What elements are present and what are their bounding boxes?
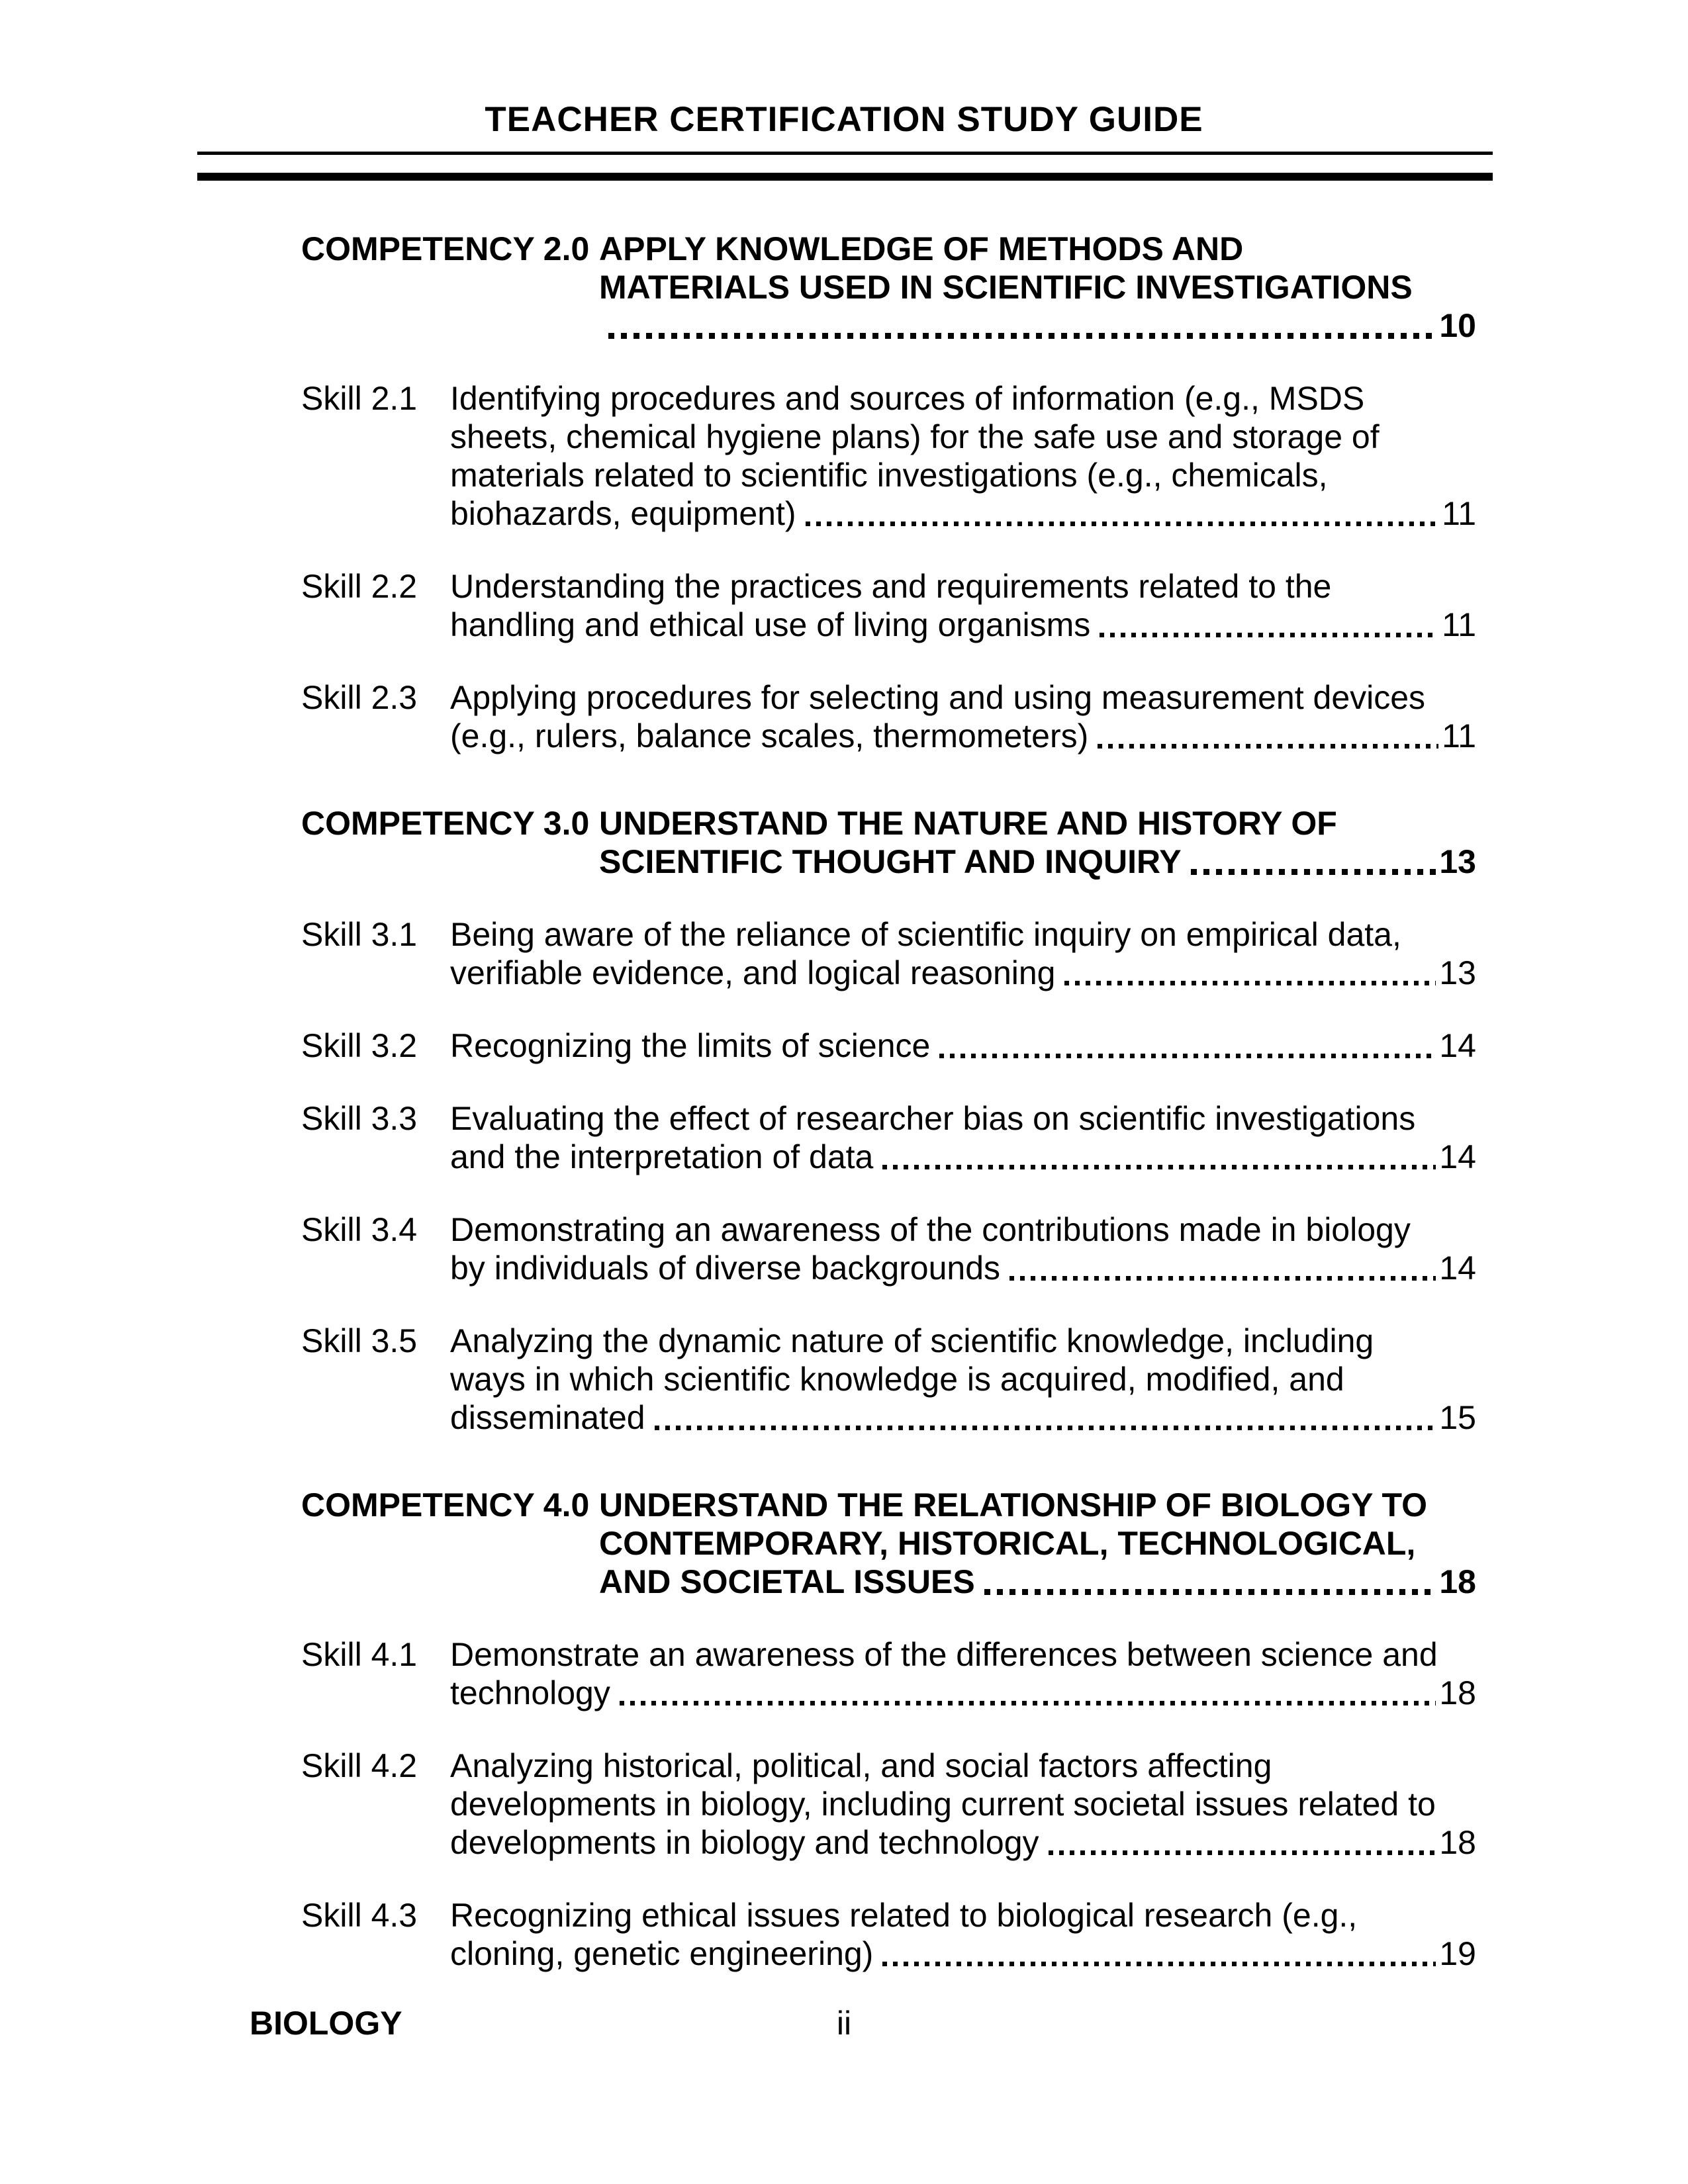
- toc-line: APPLY KNOWLEDGE OF METHODS AND: [599, 230, 1244, 267]
- toc-line: [450, 494, 1476, 533]
- page-number: 14: [1439, 1027, 1476, 1064]
- toc-line-text: cloning, genetic engineering): [450, 1935, 874, 1972]
- dot-leader: [806, 522, 1439, 526]
- dot-leader: [620, 1701, 1436, 1706]
- toc-entry-skill-3-5: [301, 1322, 1476, 1437]
- toc-line-text: SCIENTIFIC THOUGHT AND INQUIRY: [599, 843, 1182, 880]
- entry-body: [450, 1747, 1476, 1862]
- toc-entry-skill-4-3: [301, 1896, 1476, 1973]
- toc-entry-skill-3-1: [301, 915, 1476, 992]
- entry-label: Skill 4.3: [301, 1897, 418, 1934]
- toc-line: [450, 1823, 1476, 1862]
- page-header: [0, 0, 1688, 181]
- toc-line: [450, 1934, 1476, 1973]
- toc-line: [450, 717, 1476, 755]
- entry-body: [599, 1486, 1476, 1601]
- toc-line: [599, 306, 1476, 345]
- toc-line: Demonstrate an awareness of the differences between science and: [450, 1636, 1438, 1673]
- page-number: 13: [1439, 954, 1476, 991]
- page-number: 13: [1439, 843, 1476, 880]
- toc-line: Identifying procedures and sources of information (e.g., MSDS: [450, 380, 1365, 417]
- toc-line: MATERIALS USED IN SCIENTIFIC INVESTIGATIONS: [599, 269, 1413, 306]
- toc-line: Applying procedures for selecting and using measurement devices: [450, 679, 1426, 716]
- dot-leader: [939, 1054, 1436, 1058]
- toc-line: UNDERSTAND THE NATURE AND HISTORY OF: [599, 805, 1337, 842]
- toc-line: Understanding the practices and requirements related to the: [450, 568, 1332, 605]
- dot-leader: [1064, 981, 1436, 985]
- toc-line: [450, 1249, 1476, 1287]
- page-number: 14: [1439, 1138, 1476, 1175]
- entry-label: Skill 2.2: [301, 568, 418, 605]
- toc-entry-skill-2-1: [301, 379, 1476, 533]
- toc-line-text: AND SOCIETAL ISSUES: [599, 1563, 975, 1600]
- toc-line: sheets, chemical hygiene plans) for the safe use and storage of: [450, 418, 1380, 455]
- entry-body: [450, 1210, 1476, 1287]
- dot-leader: [984, 1589, 1436, 1595]
- toc-line: Demonstrating an awareness of the contributions made in biology: [450, 1211, 1411, 1248]
- page-number: 18: [1439, 1563, 1476, 1600]
- dot-leader: [882, 1165, 1436, 1169]
- entry-body: [599, 804, 1476, 881]
- page-number: 18: [1439, 1674, 1476, 1711]
- entry-label: Skill 4.1: [301, 1636, 418, 1673]
- toc-line-text: and the interpretation of data: [450, 1138, 874, 1175]
- toc-line-text: disseminated: [450, 1399, 645, 1436]
- entry-label: Skill 2.1: [301, 380, 418, 417]
- toc-entry-skill-4-1: [301, 1635, 1476, 1712]
- entry-label: COMPETENCY 2.0: [301, 230, 590, 267]
- toc-entry-skill-2-2: [301, 567, 1476, 644]
- header-rule-thick: [197, 173, 1493, 181]
- toc-line: [450, 1674, 1476, 1712]
- dot-leader: [1049, 1850, 1436, 1855]
- toc-line-text: (e.g., rulers, balance scales, thermometers): [450, 717, 1089, 754]
- toc-line: UNDERSTAND THE RELATIONSHIP OF BIOLOGY TO: [599, 1486, 1428, 1524]
- entry-body: [450, 915, 1476, 992]
- toc-entry-competency-3-0: [301, 804, 1476, 881]
- toc-line: Evaluating the effect of researcher bias on scientific investigations: [450, 1100, 1416, 1137]
- page-number: 19: [1439, 1935, 1476, 1972]
- toc-line: [599, 1563, 1476, 1601]
- page-number: 10: [1439, 307, 1476, 344]
- entry-body: [450, 1635, 1476, 1712]
- toc-entry-skill-2-3: [301, 678, 1476, 755]
- entry-label: COMPETENCY 4.0: [301, 1486, 590, 1524]
- entry-label: Skill 3.3: [301, 1100, 418, 1137]
- dot-leader: [882, 1962, 1436, 1966]
- header-rule-thin: [197, 152, 1493, 155]
- entry-body: [450, 1896, 1476, 1973]
- entry-body: [450, 678, 1476, 755]
- page-number: 18: [1439, 1824, 1476, 1861]
- toc-entry-skill-4-2: [301, 1747, 1476, 1862]
- page-number: 11: [1442, 495, 1476, 532]
- entry-body: [450, 567, 1476, 644]
- page-number: 11: [1442, 606, 1476, 643]
- toc-line: [450, 1398, 1476, 1437]
- toc: [0, 230, 1688, 1973]
- dot-leader: [1100, 633, 1438, 637]
- toc-entry-skill-3-2: [301, 1026, 1476, 1065]
- toc-line-text: technology: [450, 1674, 610, 1711]
- entry-label: Skill 3.4: [301, 1211, 418, 1248]
- toc-line: developments in biology, including current societal issues related to: [450, 1786, 1436, 1823]
- entry-body: [599, 230, 1476, 345]
- toc-line: CONTEMPORARY, HISTORICAL, TECHNOLOGICAL,: [599, 1525, 1416, 1562]
- entry-label: Skill 3.5: [301, 1322, 418, 1359]
- toc-line: Recognizing ethical issues related to biological research (e.g.,: [450, 1897, 1358, 1934]
- toc-line-text: Recognizing the limits of science: [450, 1027, 931, 1064]
- toc-line: materials related to scientific investigations (e.g., chemicals,: [450, 457, 1328, 494]
- entry-body: [450, 1099, 1476, 1176]
- toc-line-text: biohazards, equipment): [450, 495, 796, 532]
- page-number: 15: [1439, 1399, 1476, 1436]
- toc-line-text: handling and ethical use of living organisms: [450, 606, 1091, 643]
- page-title: TEACHER CERTIFICATION STUDY GUIDE: [485, 100, 1203, 139]
- entry-label: Skill 3.2: [301, 1027, 418, 1064]
- toc-entry-skill-3-4: [301, 1210, 1476, 1287]
- dot-leader: [1098, 744, 1438, 749]
- toc-line-text: by individuals of diverse backgrounds: [450, 1250, 1001, 1287]
- toc-line: [450, 1026, 1476, 1065]
- toc-line: ways in which scientific knowledge is acquired, modified, and: [450, 1361, 1344, 1398]
- toc-line: [450, 954, 1476, 992]
- dot-leader: [655, 1426, 1436, 1430]
- entry-label: Skill 3.1: [301, 916, 418, 953]
- dot-leader: [1009, 1276, 1436, 1281]
- page-number: 14: [1439, 1250, 1476, 1287]
- entry-body: [450, 1026, 1476, 1065]
- entry-label: Skill 4.2: [301, 1747, 418, 1784]
- dot-leader: [608, 333, 1436, 339]
- toc-line: Being aware of the reliance of scientific inquiry on empirical data,: [450, 916, 1401, 953]
- toc-line-text: verifiable evidence, and logical reasoning: [450, 954, 1056, 991]
- entry-label: Skill 2.3: [301, 679, 418, 716]
- toc-line: Analyzing historical, political, and social factors affecting: [450, 1747, 1272, 1784]
- toc-line: [599, 842, 1476, 881]
- footer-book-title: BIOLOGY: [250, 2005, 402, 2042]
- entry-body: [450, 379, 1476, 533]
- toc-line-text: developments in biology and technology: [450, 1824, 1039, 1861]
- toc-entry-competency-4-0: [301, 1486, 1476, 1601]
- toc-line: [450, 1138, 1476, 1176]
- page-number: 11: [1442, 717, 1476, 754]
- toc-entry-skill-3-3: [301, 1099, 1476, 1176]
- footer-page-number: ii: [836, 2005, 852, 2042]
- toc-entry-competency-2-0: [301, 230, 1476, 345]
- dot-leader: [1191, 869, 1436, 875]
- toc-line: [450, 606, 1476, 644]
- entry-body: [450, 1322, 1476, 1437]
- entry-label: COMPETENCY 3.0: [301, 805, 590, 842]
- toc-line: Analyzing the dynamic nature of scientific knowledge, including: [450, 1322, 1374, 1359]
